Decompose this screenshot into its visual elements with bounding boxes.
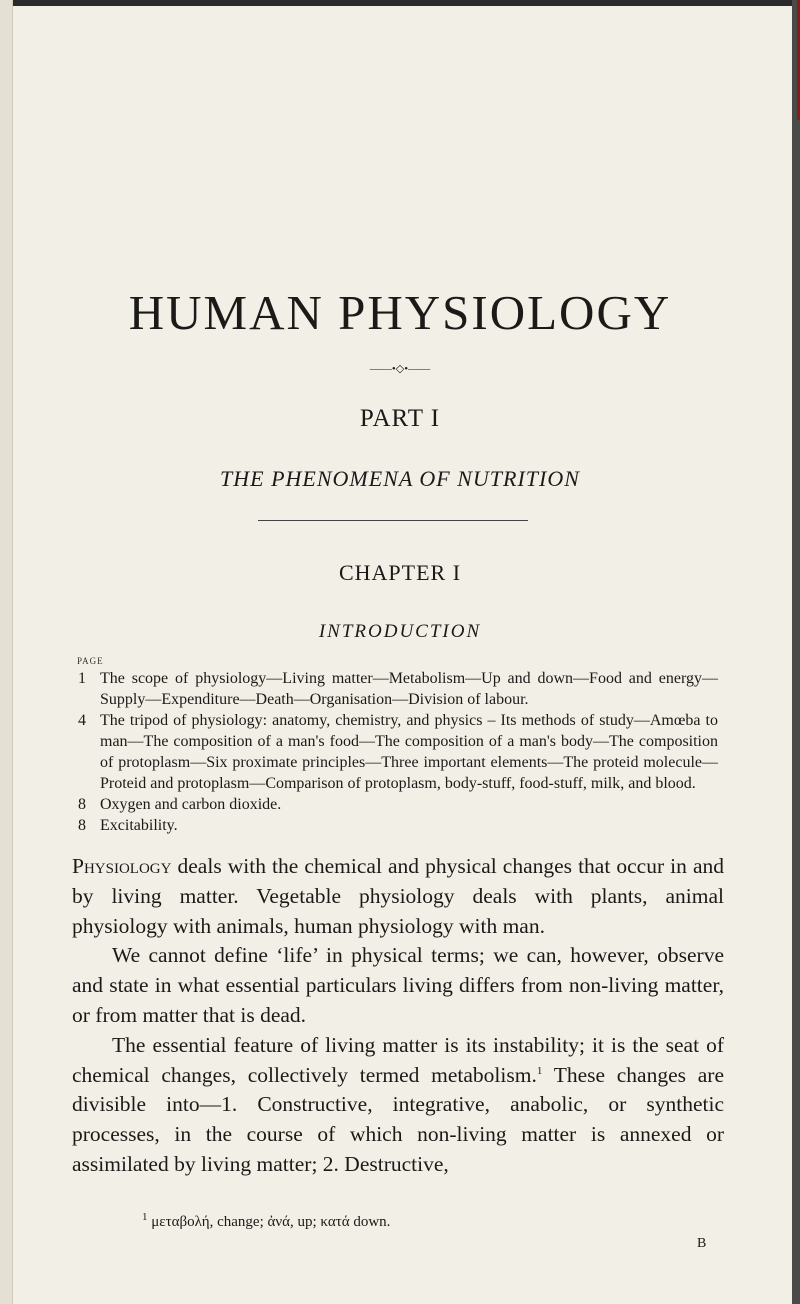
page [60,0,740,1304]
book-title: HUMAN PHYSIOLOGY [128,285,672,340]
footnote-reference: 1 [536,1064,543,1077]
footnote-mark: 1 [142,1211,148,1223]
toc-entry-text: Excitability. [100,817,178,834]
toc-page-number: 8 [78,796,86,813]
toc-entry-text: The scope of physiology—Living matter—Metabolism—Up and down—Food and energy—Supply—Expenditure—Death—Organisation—Division of labour. [100,670,718,708]
page-right-edge [792,0,800,1304]
toc-entry [78,710,718,794]
footnote-text: μεταβολή, change; ἀνά, up; κατά down. [151,1214,391,1230]
paragraph-1-text: deals with the chemical and physical changes that occur in and by living matter. Vegetable physiology deals with plants, animal physiology with animals, human physiology with man. [72,854,724,938]
part-subtitle: THE PHENOMENA OF NUTRITION [220,466,580,491]
toc-entry-text: Oxygen and carbon dioxide. [100,796,282,813]
lead-word: Physiology [72,854,172,878]
ornament: ——•◇•—— [369,363,431,375]
body-text [72,852,724,1180]
toc-page-number: 1 [78,670,86,687]
footnote [142,1211,391,1231]
paragraph-1 [72,852,724,941]
paragraph-3 [72,1031,724,1180]
toc-page-number: 4 [78,712,86,729]
toc-entry [78,668,718,710]
toc-entry [78,794,718,815]
paragraph-3-text-a: The essential feature of living matter is its instability; it is the seat of chemical changes, collectively termed metabolism. [72,1032,724,1087]
toc-page-number: 8 [78,817,86,834]
toc-entry-text: The tripod of physiology: anatomy, chemistry, and physics – Its methods of study—Amœba to man—The composition of a man's food—The composition of a man's body—The composition of protoplasm—Six proximate principles—Three important elements—The proteid molecule—Proteid and protoplasm—Comparison of protoplasm, body-stuff, food-stuff, milk, and blood. [100,712,718,792]
signature-mark: B [697,1236,707,1251]
paragraph-3-text-b: These changes are divisible into—1. Constructive, integrative, anabolic, or synthetic processes, in the course of which non-living matter is annexed or assimilated by living matter; 2. Destructive, [72,1062,724,1176]
toc-page-header: PAGE [77,656,104,666]
toc-entry [78,815,718,836]
chapter-title: INTRODUCTION [318,621,482,642]
paragraph-2: We cannot define ‘life’ in physical terms; we can, however, observe and state in what essential particulars living differs from non-living matter, or from matter that is dead. [72,943,724,1027]
chapter-heading: CHAPTER I [338,560,462,585]
part-heading: PART I [359,405,441,432]
divider-rule [258,520,528,521]
book-gutter [0,0,13,1304]
chapter-contents [78,668,718,836]
